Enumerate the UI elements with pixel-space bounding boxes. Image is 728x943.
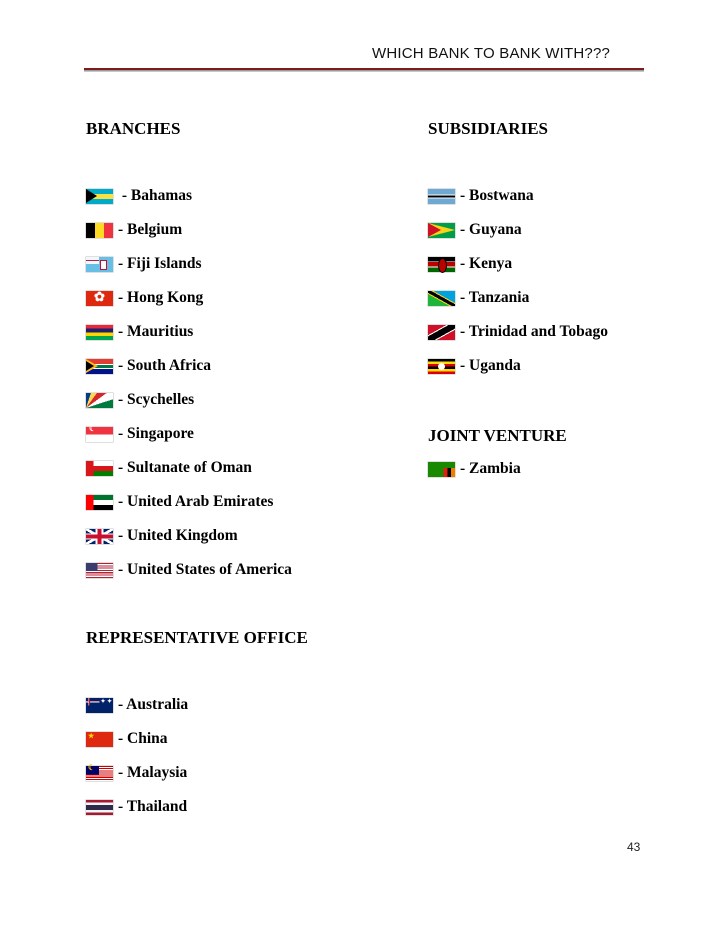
list-item-label: - Fiji Islands [118, 255, 202, 272]
usa-flag-icon [86, 563, 113, 578]
list-item [86, 553, 292, 587]
representative-office-list [86, 688, 188, 824]
botswana-flag-icon [428, 189, 455, 204]
fiji-flag-icon [86, 257, 113, 272]
list-item [428, 349, 608, 383]
list-item-label: - Kenya [460, 255, 513, 272]
list-item-label: - Australia [118, 696, 189, 713]
list-item-label: - Bahamas [118, 187, 193, 204]
list-item-label: - United Kingdom [118, 527, 238, 544]
guyana-flag-icon [428, 223, 455, 238]
list-item-label: - Guyana [460, 221, 522, 238]
singapore-flag-icon [86, 427, 113, 442]
list-item-label: - Thailand [118, 798, 188, 815]
list-item-label: - South Africa [118, 357, 211, 374]
list-item-label: - China [118, 730, 168, 747]
list-item-label: - Belgium [118, 221, 183, 238]
seychelles-flag-icon [86, 393, 113, 408]
list-item [86, 722, 188, 756]
page-header-title: WHICH BANK TO BANK WITH??? [372, 45, 611, 62]
list-item [86, 383, 292, 417]
list-item [86, 349, 292, 383]
list-item [428, 213, 608, 247]
bahamas-flag-icon [86, 189, 113, 204]
south-africa-flag-icon [86, 359, 113, 374]
subsidiaries-heading: SUBSIDIARIES [428, 119, 548, 138]
list-item [86, 790, 188, 824]
list-item [428, 452, 521, 486]
list-item [86, 417, 292, 451]
branches-list [86, 179, 292, 587]
list-item-label: - Uganda [460, 357, 521, 374]
belgium-flag-icon [86, 223, 113, 238]
list-item [428, 281, 608, 315]
list-item-label: - Trinidad and Tobago [460, 323, 609, 340]
list-item [86, 688, 188, 722]
mauritius-flag-icon [86, 325, 113, 340]
page-number: 43 [627, 840, 641, 854]
tanzania-flag-icon [428, 291, 455, 306]
representative-office-heading: REPRESENTATIVE OFFICE [86, 628, 308, 647]
australia-flag-icon [86, 698, 113, 713]
malaysia-flag-icon [86, 766, 113, 781]
list-item [428, 315, 608, 349]
list-item-label: - Scychelles [118, 391, 195, 408]
header-rule [84, 68, 644, 72]
list-item-label: - Sultanate of Oman [118, 459, 252, 476]
list-item [86, 756, 188, 790]
china-flag-icon [86, 732, 113, 747]
list-item [86, 485, 292, 519]
uae-flag-icon [86, 495, 113, 510]
list-item [86, 281, 292, 315]
uganda-flag-icon [428, 359, 455, 374]
subsidiaries-list [428, 179, 608, 383]
uk-flag-icon [86, 529, 113, 544]
list-item-label: - Tanzania [460, 289, 530, 306]
list-item-label: - United States of America [118, 561, 292, 578]
zambia-flag-icon [428, 462, 455, 477]
joint-venture-heading: JOINT VENTURE [428, 426, 567, 445]
list-item-label: - Bostwana [460, 187, 534, 204]
list-item [86, 179, 292, 213]
oman-flag-icon [86, 461, 113, 476]
list-item [86, 213, 292, 247]
list-item [428, 247, 608, 281]
branches-heading: BRANCHES [86, 119, 181, 138]
list-item-label: - Mauritius [118, 323, 194, 340]
trinidad-tobago-flag-icon [428, 325, 455, 340]
list-item-label: - Singapore [118, 425, 194, 442]
list-item-label: - Zambia [460, 460, 521, 477]
list-item [86, 519, 292, 553]
list-item [428, 179, 608, 213]
thailand-flag-icon [86, 800, 113, 815]
list-item [86, 315, 292, 349]
list-item-label: - Malaysia [118, 764, 188, 781]
list-item-label: - Hong Kong [118, 289, 204, 306]
list-item [86, 247, 292, 281]
hong-kong-flag-icon [86, 291, 113, 306]
list-item-label: - United Arab Emirates [118, 493, 274, 510]
kenya-flag-icon [428, 257, 455, 272]
list-item [86, 451, 292, 485]
joint-venture-list [428, 452, 521, 486]
